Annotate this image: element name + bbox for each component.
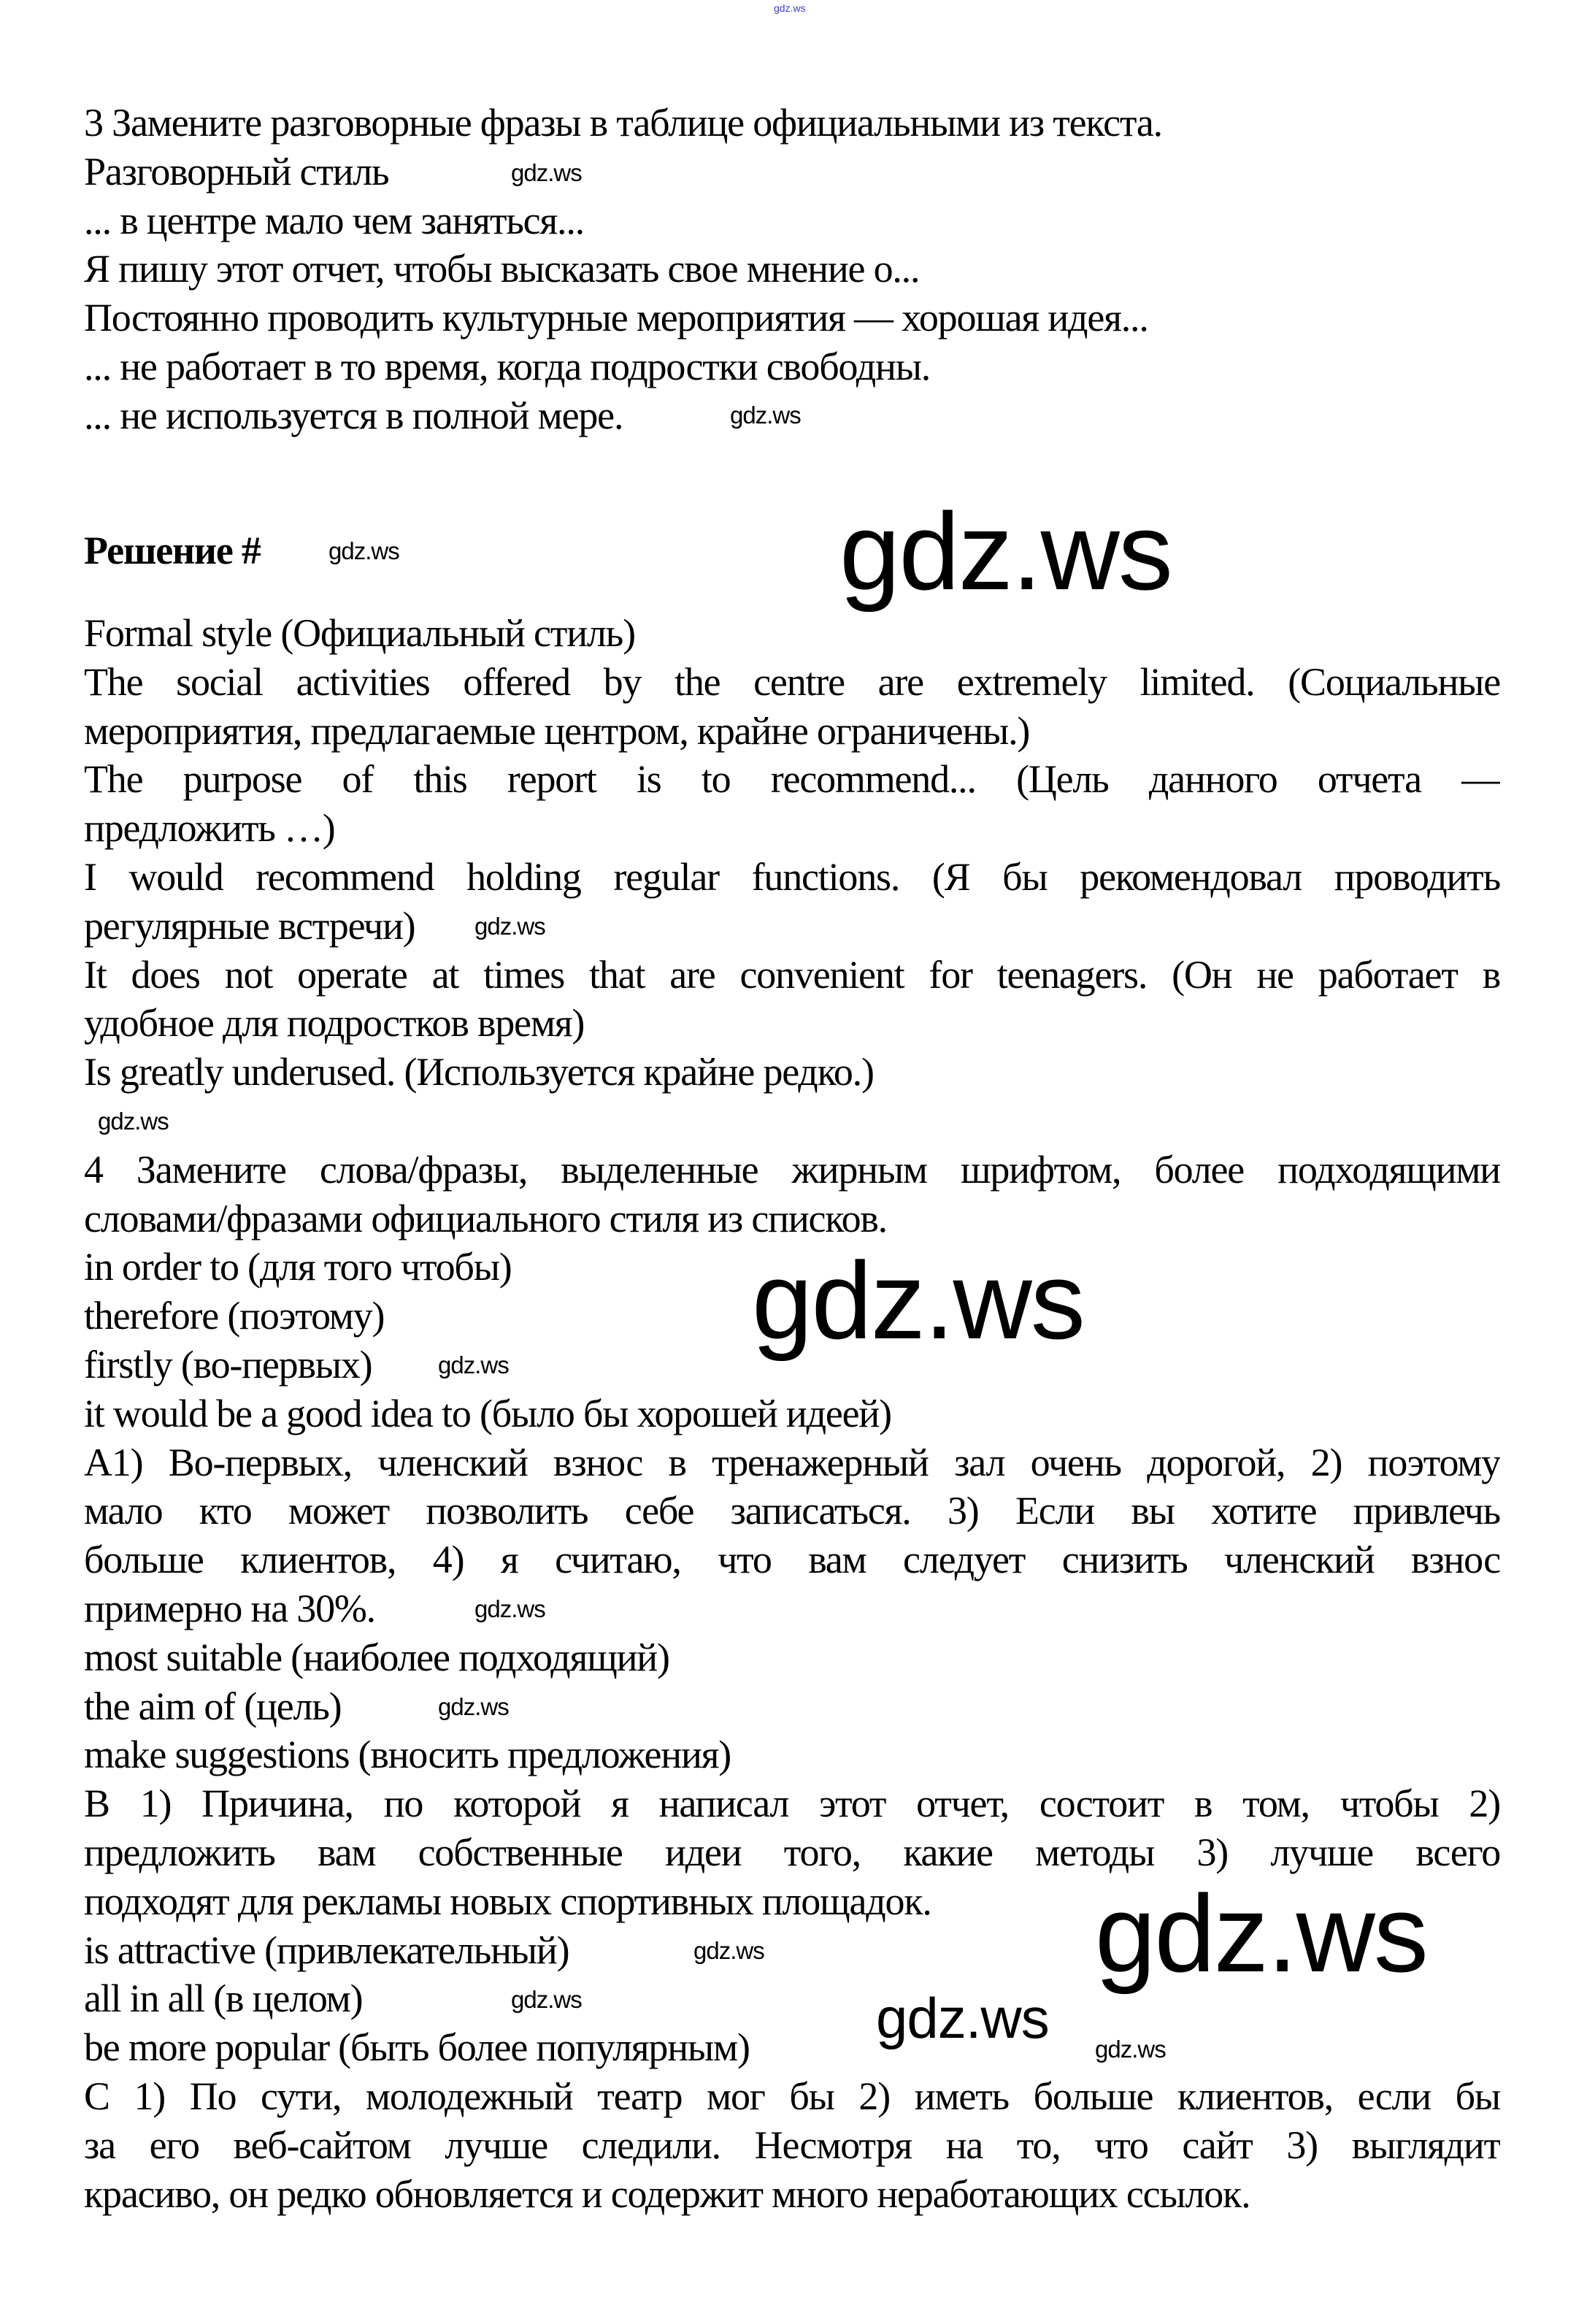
text-line: It does not operate at times that are convenient for teenagers. (Он не работает в: [84, 952, 1500, 997]
text-line: make suggestions (вносить предложения): [84, 1733, 731, 1777]
text-line: Is greatly underused. (Используется крайне редко.): [84, 1050, 874, 1094]
watermark: gdz.ws: [98, 1108, 169, 1135]
text-line: most suitable (наиболее подходящий): [84, 1635, 669, 1679]
text-line: больше клиентов, 4) я считаю, что вам следует снизить членский взнос: [84, 1538, 1500, 1582]
text-line: ... не работает в то время, когда подростки свободны.: [84, 344, 931, 388]
watermark-large: gdz.ws: [1095, 1872, 1427, 1995]
text-line: C 1) По сути, молодежный театр мог бы 2) иметь больше клиентов, если бы: [84, 2074, 1500, 2118]
text-line: be more popular (быть более популярным): [84, 2025, 750, 2070]
text-line: the aim of (цель): [84, 1684, 342, 1728]
solution-heading: Решение #: [84, 529, 261, 572]
text-line: ... в центре мало чем заняться...: [84, 198, 584, 242]
text-line: 4 Замените слова/фразы, выделенные жирным шрифтом, более подходящими: [84, 1147, 1500, 1192]
watermark: gdz.ws: [474, 1595, 545, 1622]
text-line: is attractive (привлекательный): [84, 1928, 569, 1972]
blank-line: [84, 1097, 1500, 1146]
watermark: gdz.ws: [693, 1937, 764, 1964]
watermark: gdz.ws: [511, 1986, 582, 2013]
text-line: мероприятия, предлагаемые центром, крайне ограничены.): [84, 708, 1030, 753]
text-line: регулярные встречи): [84, 903, 415, 948]
text-line: therefore (поэтому): [84, 1294, 385, 1338]
text-line: подходят для рекламы новых спортивных площадок.: [84, 1879, 931, 1923]
watermark: gdz.ws: [328, 537, 399, 564]
text-line: I would recommend holding regular functions. (Я бы рекомендовал проводить: [84, 854, 1500, 899]
text-line: Постоянно проводить культурные мероприятия — хорошая идея...: [84, 296, 1148, 340]
text-line: примерно на 30%.: [84, 1586, 375, 1630]
watermark-top: gdz.ws: [774, 2, 806, 14]
text-line: Разговорный стиль: [84, 149, 389, 193]
watermark: gdz.ws: [511, 159, 582, 186]
text-line: Я пишу этот отчет, чтобы высказать свое мнение о...: [84, 247, 920, 291]
watermark: gdz.ws: [438, 1351, 509, 1378]
text-line: B 1) Причина, по которой я написал этот отчет, состоит в том, чтобы 2): [84, 1782, 1500, 1826]
watermark-large: gdz.ws: [752, 1239, 1084, 1362]
text-line: Formal style (Официальный стиль): [84, 611, 635, 655]
text-line: предложить …): [84, 806, 335, 851]
text-line: The purpose of this report is to recommend... (Цель данного отчета —: [84, 757, 1500, 802]
text-line: in order to (для того чтобы): [84, 1245, 512, 1289]
task-3-block: [84, 99, 1500, 440]
watermark-large: gdz.ws: [839, 490, 1172, 613]
watermark: gdz.ws: [730, 402, 801, 429]
text-line: A1) Во-первых, членский взнос в тренажерный зал очень дорогой, 2) поэтому: [84, 1440, 1500, 1484]
text-line: firstly (во-первых): [84, 1342, 372, 1387]
text-line: ... не используется в полной мере.: [84, 393, 623, 437]
text-line: за его веб-сайтом лучше следили. Несмотря на то, что сайт 3) выглядит: [84, 2122, 1500, 2167]
text-line: словами/фразами официального стиля из списков.: [84, 1196, 887, 1240]
text-line: мало кто может позволить себе записаться. 3) Если вы хотите привлечь: [84, 1489, 1500, 1533]
text-line: красиво, он редко обновляется и содержит много неработающих ссылок.: [84, 2171, 1250, 2216]
text-line: it would be a good idea to (было бы хорошей идеей): [84, 1391, 891, 1435]
watermark: gdz.ws: [1095, 2036, 1166, 2063]
text-line: удобное для подростков время): [84, 1001, 585, 1046]
watermark: gdz.ws: [438, 1693, 509, 1720]
text-line: предложить вам собственные идеи того, какие методы 3) лучше всего: [84, 1830, 1500, 1874]
text-line: The social activities offered by the centre are extremely limited. (Социальные: [84, 659, 1500, 704]
text-line: all in all (в целом): [84, 1976, 363, 2021]
watermark: gdz.ws: [474, 913, 545, 940]
watermark-medium: gdz.ws: [876, 1986, 1049, 2050]
text-line: 3 Замените разговорные фразы в таблице официальными из текста.: [84, 101, 1162, 145]
